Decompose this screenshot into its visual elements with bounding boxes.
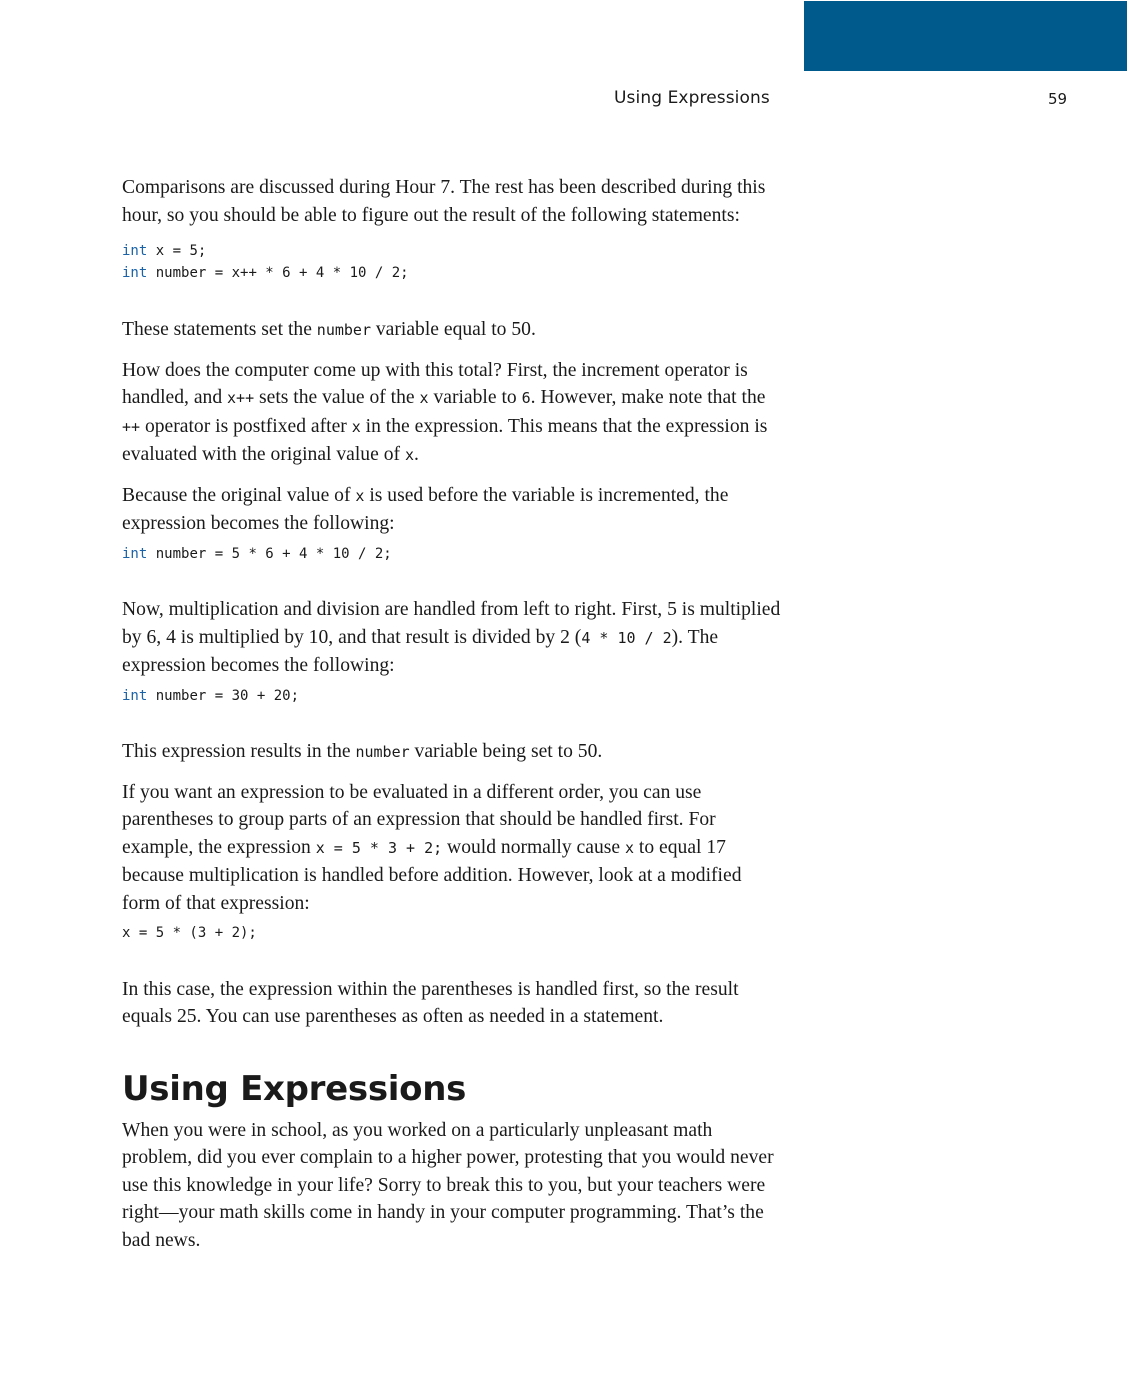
inline-code: x (624, 838, 635, 857)
code-keyword: int (122, 264, 148, 281)
inline-code: 4 * 10 / 2 (581, 628, 672, 647)
chapter-tab-block (804, 1, 1127, 71)
paragraph-number-50: These statements set the number variable equal to 50. (122, 319, 536, 340)
inline-code: x (419, 389, 429, 407)
paragraph-school: When you were in school, as you worked on a particularly unpleasant math problem, did you ever complain to a higher power, protesting that you would never use this knowledge in your life? Sorry to break this to you, but your teachers were right—your math skills come in handy in your computer programming. That’s the bad news. (122, 1119, 774, 1251)
code-keyword: int (122, 687, 148, 704)
page-body (122, 174, 782, 1266)
inline-code: number (316, 321, 371, 339)
paragraph-increment: How does the computer come up with this total? First, the increment operator is handled, and x++ sets the value of the x variable to 6. However, make note that the ++ operator is postfixed after x in the expression. This means that the expression is evaluated with the original value of x. (122, 359, 768, 465)
code-keyword: int (122, 243, 148, 259)
inline-code: x (351, 417, 361, 436)
inline-code: 6 (521, 389, 531, 407)
section-heading: Using Expressions (122, 1068, 467, 1109)
inline-code: ++ (122, 417, 141, 436)
code-text: number = 30 + 20; (147, 687, 300, 704)
code-text: number = x++ * 6 + 4 * 10 / 2; (147, 264, 409, 281)
code-block-parentheses: x = 5 * (3 + 2); (122, 925, 257, 941)
paragraph-in-this-case: In this case, the expression within the parentheses is handled first, so the result equals 25. You can use parentheses as often as needed in a statement. (122, 978, 739, 1027)
paragraph-original-value: Because the original value of x is used before the variable is incremented, the expression becomes the following: (122, 484, 729, 534)
inline-code: x (404, 446, 414, 464)
code-block-reduced (122, 686, 782, 708)
code-block-expanded (122, 544, 782, 566)
running-head: Using Expressions (614, 88, 770, 108)
inline-code: x = 5 * 3 + 2; (315, 838, 443, 857)
inline-code: x (355, 486, 365, 505)
inline-code: number (355, 743, 410, 761)
paragraph-parentheses: If you want an expression to be evaluated in a different order, you can use parentheses to group parts of an expression that should be handled first. For example, the expression x = 5 * 3 + 2; would normally cause x to equal 17 because multiplication is handled before addition. However, look at a modified form of that expression: (122, 781, 742, 914)
paragraph-multiplication: Now, multiplication and division are handled from left to right. First, 5 is multiplied by 6, 4 is multiplied by 10, and that result is divided by 2 (4 * 10 / 2). The expression becomes the following: (122, 599, 781, 676)
paragraph-comparisons: Comparisons are discussed during Hour 7. The rest has been described during this hour, so you should be able to figure out the result of the following statements: (122, 177, 766, 226)
paragraph-result: This expression results in the number variable being set to 50. (122, 741, 603, 762)
code-block-statements (122, 241, 782, 284)
code-text: number = 5 * 6 + 4 * 10 / 2; (147, 545, 392, 562)
code-text: x = 5; (147, 243, 207, 259)
code-keyword: int (122, 545, 148, 562)
inline-code: x++ (227, 389, 255, 407)
page-number: 59 (1048, 90, 1068, 108)
